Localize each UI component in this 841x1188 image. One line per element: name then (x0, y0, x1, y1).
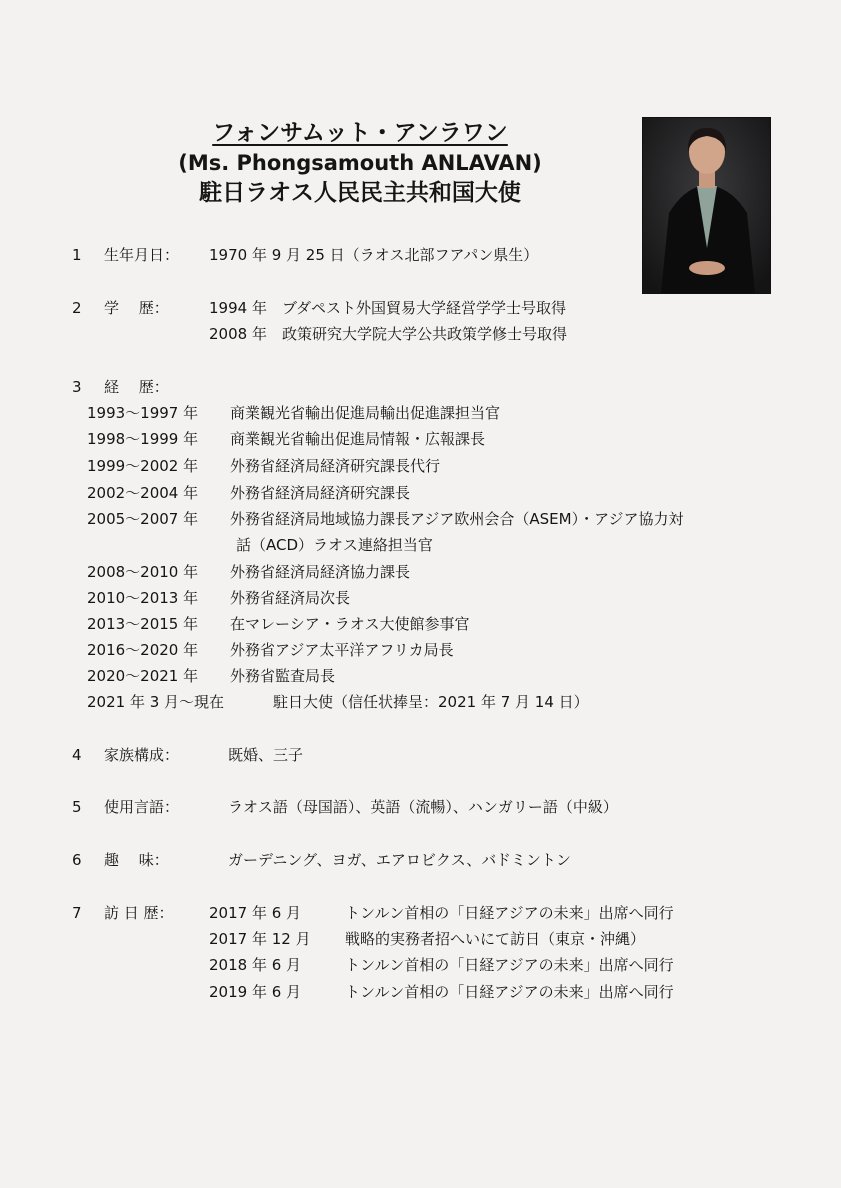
career-text: 外務省経済局地域協力課長アジア欧州会合（ASEM）・アジア協力対 (230, 510, 684, 528)
career-period: 1999～2002 年 (87, 457, 199, 475)
career-period: 2021 年 3 月～現在 (87, 693, 225, 711)
career-text: 商業観光省輸出促進局情報・広報課長 (230, 430, 486, 448)
visit-text: トンルン首相の「日経アジアの未来」出席へ同行 (345, 904, 674, 922)
career-text: 外務省監査局長 (230, 667, 336, 685)
career-text: 外務省経済局次長 (230, 589, 351, 607)
career-text: 商業観光省輸出促進局輸出促進課担当官 (230, 404, 501, 422)
visit-text: トンルン首相の「日経アジアの未来」出席へ同行 (345, 983, 674, 1001)
family-label: 家族構成： (104, 746, 180, 764)
languages-value: ラオス語（母国語）、英語（流暢）、ハンガリー語（中級） (228, 798, 618, 816)
section-number: 3 (72, 378, 82, 396)
career-text: 外務省アジア太平洋アフリカ局長 (230, 641, 454, 659)
education-year: 1994 年 (209, 299, 267, 317)
visit-text: 戦略的実務者招へいにて訪日（東京・沖縄） (345, 930, 646, 948)
visit-date: 2018 年 6 月 (209, 956, 302, 974)
career-text: 駐日大使（信任状捧呈：2021 年 7 月 14 日） (273, 693, 589, 711)
section-number: 7 (72, 904, 82, 922)
education-text: 政策研究大学院大学公共政策学修士号取得 (282, 325, 568, 343)
career-period: 2016～2020 年 (87, 641, 199, 659)
education-year: 2008 年 (209, 325, 267, 343)
career-text: 外務省経済局経済研究課長代行 (230, 457, 441, 475)
education-label: 学 歴： (104, 299, 169, 317)
title-block (140, 118, 580, 208)
career-label: 経 歴： (104, 378, 169, 396)
career-period: 2020～2021 年 (87, 667, 199, 685)
visit-text: トンルン首相の「日経アジアの未来」出席へ同行 (345, 956, 674, 974)
section-number: 6 (72, 851, 82, 869)
career-text-continued: 話（ACD）ラオス連絡担当官 (236, 536, 433, 554)
career-period: 1998～1999 年 (87, 430, 199, 448)
career-period: 2013～2015 年 (87, 615, 199, 633)
visits-label: 訪 日 歴： (104, 904, 174, 922)
visit-date: 2017 年 12 月 (209, 930, 311, 948)
family-value: 既婚、三子 (228, 746, 304, 764)
name-english: (Ms. Phongsamouth ANLAVAN) (178, 151, 542, 175)
career-period: 2002～2004 年 (87, 484, 199, 502)
visit-date: 2017 年 6 月 (209, 904, 302, 922)
career-period: 2008～2010 年 (87, 563, 199, 581)
career-text: 在マレーシア・ラオス大使館参事官 (230, 615, 470, 633)
section-number: 2 (72, 299, 82, 317)
portrait-photo (642, 117, 771, 294)
birth-label: 生年月日： (104, 246, 180, 264)
career-period: 2005～2007 年 (87, 510, 199, 528)
section-number: 5 (72, 798, 82, 816)
birth-value: 1970 年 9 月 25 日（ラオス北部フアパン県生） (209, 246, 539, 264)
hobbies-label: 趣 味： (104, 851, 169, 869)
career-text: 外務省経済局経済協力課長 (230, 563, 411, 581)
section-number: 4 (72, 746, 82, 764)
visit-date: 2019 年 6 月 (209, 983, 302, 1001)
languages-label: 使用言語： (104, 798, 180, 816)
career-period: 2010～2013 年 (87, 589, 199, 607)
career-period: 1993～1997 年 (87, 404, 199, 422)
name-japanese: フォンサムット・アンラワン (212, 120, 508, 146)
portrait-illustration (643, 118, 770, 293)
position-title: 駐日ラオス人民民主共和国大使 (199, 180, 521, 206)
career-text: 外務省経済局経済研究課長 (230, 484, 411, 502)
education-text: ブダペスト外国貿易大学経営学学士号取得 (282, 299, 566, 317)
section-number: 1 (72, 246, 82, 264)
hobbies-value: ガーデニング、ヨガ、エアロビクス、バドミントン (228, 851, 571, 869)
